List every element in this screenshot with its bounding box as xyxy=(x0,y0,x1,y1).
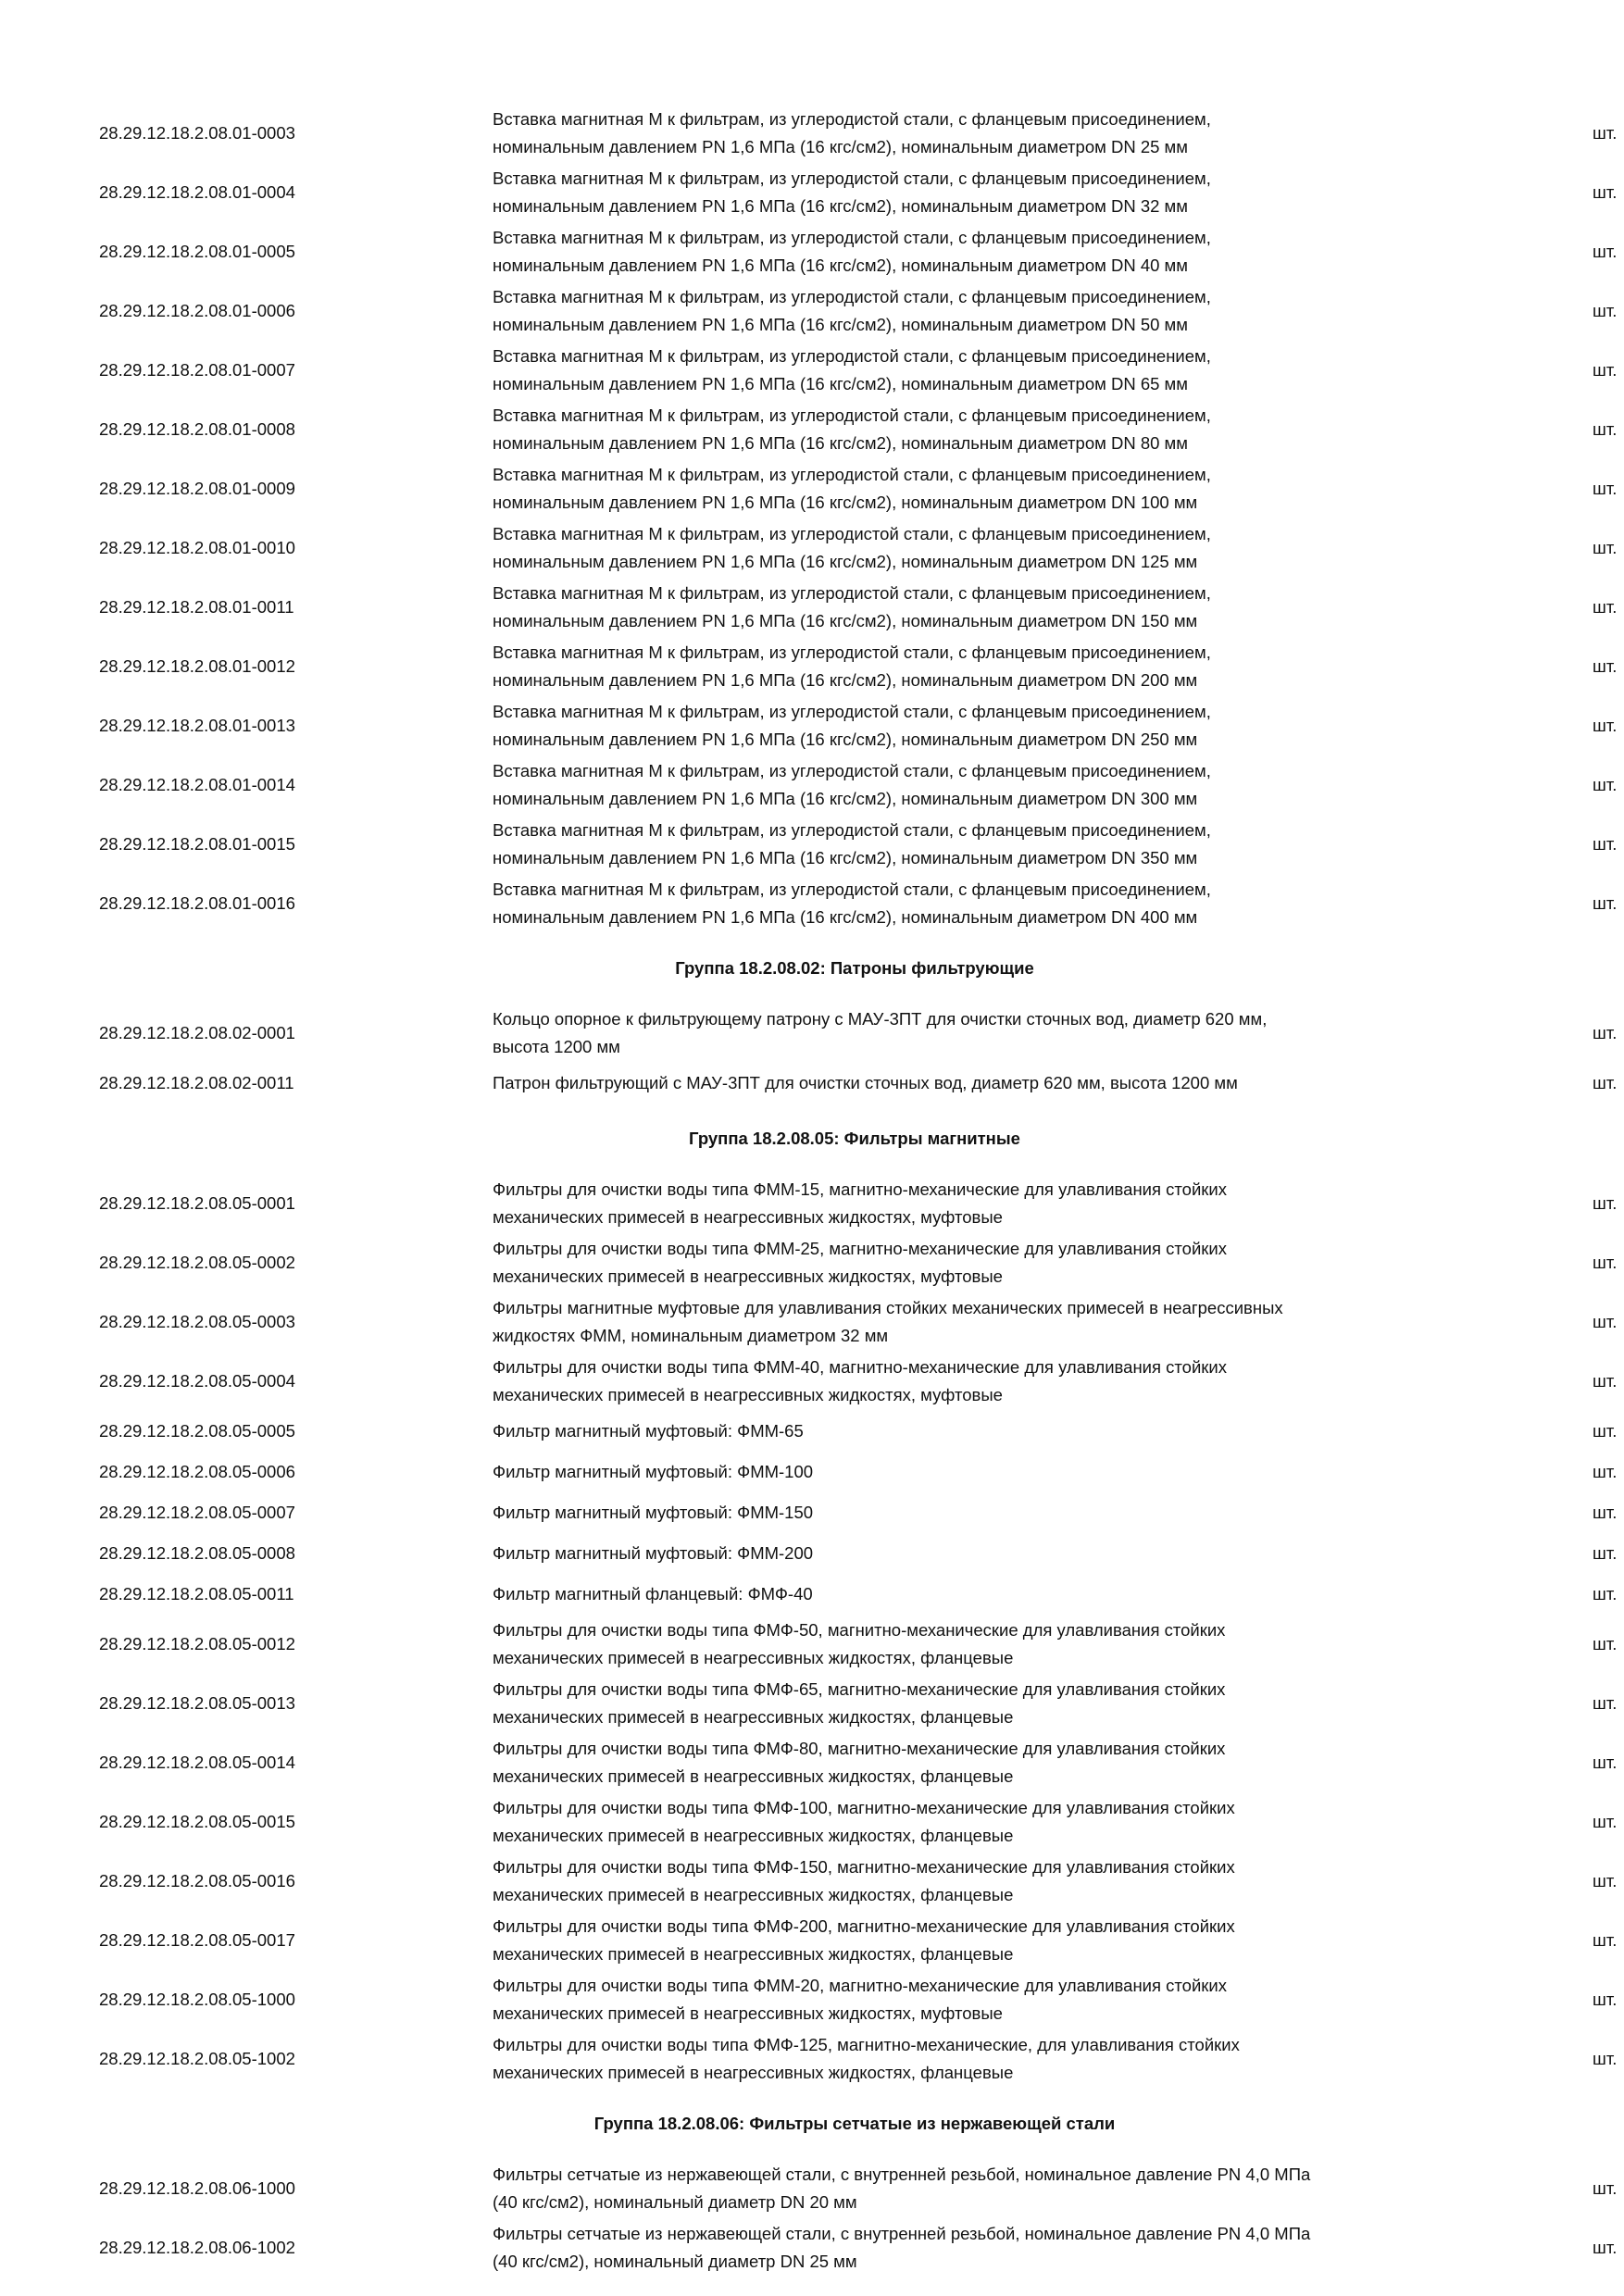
group-heading-text: Группа 18.2.08.02: Патроны фильтрующие xyxy=(675,958,1034,978)
item-description: Фильтры сетчатые из нержавеющей стали, с внутренней резьбой, номинальное давление PN 4,0 МПа (40 кгс/см2), номинальный диаметр DN 20 мм xyxy=(493,2165,1311,2212)
group-heading xyxy=(0,933,1624,1004)
item-unit: шт. xyxy=(1593,242,1618,261)
table-row xyxy=(0,1615,1624,1674)
item-description: Фильтры для очистки воды типа ФММ-40, магнитно-механические для улавливания стойких механических примесей в неагрессивных жидкостях, муфтовые xyxy=(493,1357,1227,1404)
table-row xyxy=(0,163,1624,222)
item-code: 28.29.12.18.2.08.01-0007 xyxy=(99,360,295,380)
section xyxy=(0,104,1624,933)
table-row xyxy=(0,1733,1624,1792)
item-unit: шт. xyxy=(1593,1193,1618,1213)
item-code: 28.29.12.18.2.08.01-0005 xyxy=(99,242,295,261)
table-row xyxy=(0,1533,1624,1574)
item-unit: шт. xyxy=(1593,2178,1618,2198)
document-page xyxy=(0,104,1624,2277)
group-heading xyxy=(0,2089,1624,2159)
item-description: Вставка магнитная М к фильтрам, из углеродистой стали, с фланцевым присоединением, номинальным давлением PN 1,6 МПа (16 кгс/см2), номинальным диаметром DN 65 мм xyxy=(493,346,1211,393)
item-code: 28.29.12.18.2.08.01-0012 xyxy=(99,656,295,676)
item-code: 28.29.12.18.2.08.05-0004 xyxy=(99,1371,295,1391)
item-code: 28.29.12.18.2.08.05-0003 xyxy=(99,1312,295,1331)
table-row xyxy=(0,874,1624,933)
table-row xyxy=(0,2218,1624,2277)
item-unit: шт. xyxy=(1593,1073,1618,1092)
table-row xyxy=(0,637,1624,696)
item-description: Фильтр магнитный фланцевый: ФМФ-40 xyxy=(493,1584,813,1603)
item-description: Фильтр магнитный муфтовый: ФММ-200 xyxy=(493,1543,814,1563)
item-unit: шт. xyxy=(1593,1503,1618,1522)
table-row xyxy=(0,400,1624,459)
group-heading xyxy=(0,1104,1624,1174)
table-row xyxy=(0,2159,1624,2218)
item-code: 28.29.12.18.2.08.01-0016 xyxy=(99,893,295,913)
table-row xyxy=(0,459,1624,518)
section xyxy=(0,933,1624,1104)
item-code: 28.29.12.18.2.08.05-0006 xyxy=(99,1462,295,1481)
item-code: 28.29.12.18.2.08.01-0009 xyxy=(99,479,295,498)
item-code: 28.29.12.18.2.08.05-0016 xyxy=(99,1871,295,1890)
item-code: 28.29.12.18.2.08.05-0012 xyxy=(99,1634,295,1653)
item-unit: шт. xyxy=(1593,1693,1618,1713)
item-code: 28.29.12.18.2.08.06-1002 xyxy=(99,2238,295,2257)
table-row xyxy=(0,518,1624,578)
item-code: 28.29.12.18.2.08.01-0010 xyxy=(99,538,295,557)
item-code: 28.29.12.18.2.08.05-0001 xyxy=(99,1193,295,1213)
item-unit: шт. xyxy=(1593,775,1618,794)
table-row xyxy=(0,1970,1624,2029)
item-unit: шт. xyxy=(1593,893,1618,913)
table-row xyxy=(0,1063,1624,1104)
item-unit: шт. xyxy=(1593,1312,1618,1331)
table-row xyxy=(0,1492,1624,1533)
item-code: 28.29.12.18.2.08.01-0014 xyxy=(99,775,295,794)
item-unit: шт. xyxy=(1593,656,1618,676)
item-unit: шт. xyxy=(1593,182,1618,202)
item-description: Вставка магнитная М к фильтрам, из углеродистой стали, с фланцевым присоединением, номинальным давлением PN 1,6 МПа (16 кгс/см2), номинальным диаметром DN 100 мм xyxy=(493,465,1211,512)
item-unit: шт. xyxy=(1593,538,1618,557)
item-description: Вставка магнитная М к фильтрам, из углеродистой стали, с фланцевым присоединением, номинальным давлением PN 1,6 МПа (16 кгс/см2), номинальным диаметром DN 400 мм xyxy=(493,880,1211,927)
table-row xyxy=(0,1452,1624,1492)
item-unit: шт. xyxy=(1593,1253,1618,1272)
table-row xyxy=(0,1674,1624,1733)
table-row xyxy=(0,1852,1624,1911)
item-unit: шт. xyxy=(1593,1990,1618,2009)
item-unit: шт. xyxy=(1593,1543,1618,1563)
item-description: Вставка магнитная М к фильтрам, из углеродистой стали, с фланцевым присоединением, номинальным давлением PN 1,6 МПа (16 кгс/см2), номинальным диаметром DN 32 мм xyxy=(493,168,1211,216)
item-unit: шт. xyxy=(1593,123,1618,143)
item-code: 28.29.12.18.2.08.01-0015 xyxy=(99,834,295,854)
item-unit: шт. xyxy=(1593,1023,1618,1042)
item-unit: шт. xyxy=(1593,1930,1618,1950)
table-row xyxy=(0,1792,1624,1852)
table-row xyxy=(0,696,1624,755)
item-description: Вставка магнитная М к фильтрам, из углеродистой стали, с фланцевым присоединением, номинальным давлением PN 1,6 МПа (16 кгс/см2), номинальным диаметром DN 50 мм xyxy=(493,287,1211,334)
item-code: 28.29.12.18.2.08.05-0008 xyxy=(99,1543,295,1563)
table-row xyxy=(0,341,1624,400)
item-code: 28.29.12.18.2.08.05-0014 xyxy=(99,1753,295,1772)
item-description: Фильтры для очистки воды типа ФМФ-125, магнитно-механические, для улавливания стойких механических примесей в неагрессивных жидкостях, фланцевые xyxy=(493,2035,1240,2082)
item-description: Фильтр магнитный муфтовый: ФММ-100 xyxy=(493,1462,814,1481)
item-code: 28.29.12.18.2.08.01-0011 xyxy=(99,597,294,617)
item-code: 28.29.12.18.2.08.02-0011 xyxy=(99,1073,294,1092)
item-unit: шт. xyxy=(1593,301,1618,320)
item-unit: шт. xyxy=(1593,1634,1618,1653)
item-description: Фильтры для очистки воды типа ФМФ-200, магнитно-механические для улавливания стойких механических примесей в неагрессивных жидкостях, фланцевые xyxy=(493,1916,1235,1964)
item-description: Фильтры для очистки воды типа ФМФ-100, магнитно-механические для улавливания стойких механических примесей в неагрессивных жидкостях, фланцевые xyxy=(493,1798,1235,1845)
item-code: 28.29.12.18.2.08.05-0015 xyxy=(99,1812,295,1831)
item-description: Фильтры сетчатые из нержавеющей стали, с внутренней резьбой, номинальное давление PN 4,0 МПа (40 кгс/см2), номинальный диаметр DN 25 мм xyxy=(493,2224,1311,2271)
section xyxy=(0,1104,1624,2089)
item-description: Фильтры для очистки воды типа ФМФ-150, магнитно-механические для улавливания стойких механических примесей в неагрессивных жидкостях, фланцевые xyxy=(493,1857,1235,1904)
item-code: 28.29.12.18.2.08.05-0017 xyxy=(99,1930,295,1950)
item-unit: шт. xyxy=(1593,1371,1618,1391)
item-description: Вставка магнитная М к фильтрам, из углеродистой стали, с фланцевым присоединением, номинальным давлением PN 1,6 МПа (16 кгс/см2), номинальным диаметром DN 80 мм xyxy=(493,406,1211,453)
item-unit: шт. xyxy=(1593,1753,1618,1772)
item-code: 28.29.12.18.2.08.05-1002 xyxy=(99,2049,295,2068)
table-row xyxy=(0,1352,1624,1411)
section xyxy=(0,2089,1624,2277)
item-description: Фильтры для очистки воды типа ФМФ-80, магнитно-механические для улавливания стойких механических примесей в неагрессивных жидкостях, фланцевые xyxy=(493,1739,1226,1786)
item-description: Фильтр магнитный муфтовый: ФММ-150 xyxy=(493,1503,814,1522)
table-row xyxy=(0,1292,1624,1352)
item-unit: шт. xyxy=(1593,1421,1618,1441)
table-row xyxy=(0,1004,1624,1063)
table-row xyxy=(0,755,1624,815)
group-heading-text: Группа 18.2.08.05: Фильтры магнитные xyxy=(689,1129,1020,1148)
table-row xyxy=(0,1574,1624,1615)
item-unit: шт. xyxy=(1593,479,1618,498)
item-unit: шт. xyxy=(1593,2238,1618,2257)
item-code: 28.29.12.18.2.08.01-0008 xyxy=(99,419,295,439)
item-code: 28.29.12.18.2.08.05-0002 xyxy=(99,1253,295,1272)
item-description: Фильтры для очистки воды типа ФММ-15, магнитно-механические для улавливания стойких механических примесей в неагрессивных жидкостях, муфтовые xyxy=(493,1179,1227,1227)
item-description: Вставка магнитная М к фильтрам, из углеродистой стали, с фланцевым присоединением, номинальным давлением PN 1,6 МПа (16 кгс/см2), номинальным диаметром DN 250 мм xyxy=(493,702,1211,749)
table-row xyxy=(0,578,1624,637)
table-row xyxy=(0,1233,1624,1292)
item-description: Вставка магнитная М к фильтрам, из углеродистой стали, с фланцевым присоединением, номинальным давлением PN 1,6 МПа (16 кгс/см2), номинальным диаметром DN 150 мм xyxy=(493,583,1211,630)
item-description: Фильтры для очистки воды типа ФМФ-65, магнитно-механические для улавливания стойких механических примесей в неагрессивных жидкостях, фланцевые xyxy=(493,1679,1226,1727)
table-row xyxy=(0,104,1624,163)
item-code: 28.29.12.18.2.08.05-0005 xyxy=(99,1421,295,1441)
group-heading-text: Группа 18.2.08.06: Фильтры сетчатые из нержавеющей стали xyxy=(593,2114,1116,2133)
item-unit: шт. xyxy=(1593,2049,1618,2068)
item-code: 28.29.12.18.2.08.05-0013 xyxy=(99,1693,295,1713)
item-description: Фильтры для очистки воды типа ФММ-25, магнитно-механические для улавливания стойких механических примесей в неагрессивных жидкостях, муфтовые xyxy=(493,1239,1227,1286)
item-unit: шт. xyxy=(1593,1584,1618,1603)
item-unit: шт. xyxy=(1593,1871,1618,1890)
item-code: 28.29.12.18.2.08.01-0006 xyxy=(99,301,295,320)
item-unit: шт. xyxy=(1593,597,1618,617)
item-code: 28.29.12.18.2.08.05-0007 xyxy=(99,1503,295,1522)
item-code: 28.29.12.18.2.08.02-0001 xyxy=(99,1023,295,1042)
item-unit: шт. xyxy=(1593,419,1618,439)
item-description: Вставка магнитная М к фильтрам, из углеродистой стали, с фланцевым присоединением, номинальным давлением PN 1,6 МПа (16 кгс/см2), номинальным диаметром DN 125 мм xyxy=(493,524,1211,571)
item-code: 28.29.12.18.2.08.01-0004 xyxy=(99,182,295,202)
table-row xyxy=(0,2029,1624,2089)
item-unit: шт. xyxy=(1593,716,1618,735)
item-code: 28.29.12.18.2.08.01-0013 xyxy=(99,716,295,735)
item-unit: шт. xyxy=(1593,834,1618,854)
item-unit: шт. xyxy=(1593,360,1618,380)
item-description: Фильтры для очистки воды типа ФМФ-50, магнитно-механические для улавливания стойких механических примесей в неагрессивных жидкостях, фланцевые xyxy=(493,1620,1226,1667)
item-code: 28.29.12.18.2.08.01-0003 xyxy=(99,123,295,143)
item-description: Фильтр магнитный муфтовый: ФММ-65 xyxy=(493,1421,804,1441)
item-description: Вставка магнитная М к фильтрам, из углеродистой стали, с фланцевым присоединением, номинальным давлением PN 1,6 МПа (16 кгс/см2), номинальным диаметром DN 40 мм xyxy=(493,228,1211,275)
table-row xyxy=(0,1911,1624,1970)
item-code: 28.29.12.18.2.08.06-1000 xyxy=(99,2178,295,2198)
table-row xyxy=(0,222,1624,281)
item-description: Вставка магнитная М к фильтрам, из углеродистой стали, с фланцевым присоединением, номинальным давлением PN 1,6 МПа (16 кгс/см2), номинальным диаметром DN 200 мм xyxy=(493,643,1211,690)
item-description: Кольцо опорное к фильтрующему патрону с МАУ-3ПТ для очистки сточных вод, диаметр 620 мм, высота 1200 мм xyxy=(493,1009,1268,1056)
item-description: Вставка магнитная М к фильтрам, из углеродистой стали, с фланцевым присоединением, номинальным давлением PN 1,6 МПа (16 кгс/см2), номинальным диаметром DN 300 мм xyxy=(493,761,1211,808)
item-code: 28.29.12.18.2.08.05-0011 xyxy=(99,1584,294,1603)
table-row xyxy=(0,815,1624,874)
item-description: Фильтры для очистки воды типа ФММ-20, магнитно-механические для улавливания стойких механических примесей в неагрессивных жидкостях, муфтовые xyxy=(493,1976,1227,2023)
item-unit: шт. xyxy=(1593,1462,1618,1481)
item-code: 28.29.12.18.2.08.05-1000 xyxy=(99,1990,295,2009)
item-description: Фильтры магнитные муфтовые для улавливания стойких механических примесей в неагрессивных жидкостях ФММ, номинальным диаметром 32 мм xyxy=(493,1298,1283,1345)
item-unit: шт. xyxy=(1593,1812,1618,1831)
table-row xyxy=(0,1411,1624,1452)
item-description: Вставка магнитная М к фильтрам, из углеродистой стали, с фланцевым присоединением, номинальным давлением PN 1,6 МПа (16 кгс/см2), номинальным диаметром DN 350 мм xyxy=(493,820,1211,867)
table-row xyxy=(0,1174,1624,1233)
item-description: Патрон фильтрующий с МАУ-3ПТ для очистки сточных вод, диаметр 620 мм, высота 1200 мм xyxy=(493,1073,1238,1092)
table-row xyxy=(0,281,1624,341)
item-description: Вставка магнитная М к фильтрам, из углеродистой стали, с фланцевым присоединением, номинальным давлением PN 1,6 МПа (16 кгс/см2), номинальным диаметром DN 25 мм xyxy=(493,109,1211,156)
